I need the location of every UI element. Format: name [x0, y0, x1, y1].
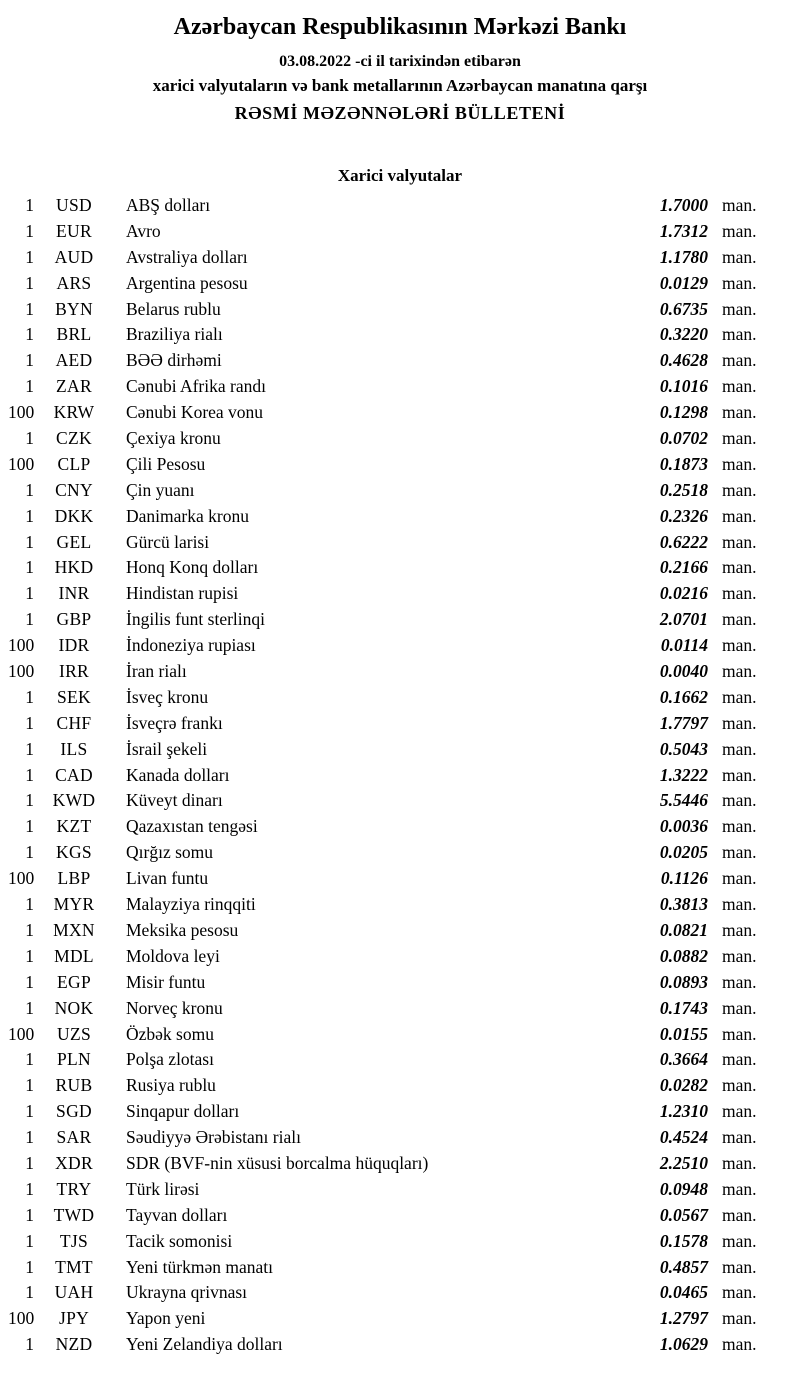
- row-currency-code: CHF: [56, 712, 92, 733]
- row-quantity: 1: [25, 1282, 34, 1303]
- row-rate-value: 0.0129: [659, 272, 708, 293]
- row-currency-name: İngilis funt sterlinqi: [126, 609, 266, 630]
- row-rate-value: 0.6735: [659, 298, 708, 319]
- row-unit-label: man.: [722, 1334, 757, 1355]
- row-currency-code: GBP: [56, 609, 92, 630]
- row-rate-value: 0.0036: [659, 816, 708, 837]
- row-currency-name: Livan funtu: [126, 868, 209, 889]
- row-currency-code: DKK: [54, 505, 94, 526]
- row-currency-code: UZS: [57, 1023, 91, 1044]
- row-unit-label: man.: [722, 1204, 757, 1225]
- row-currency-name: Səudiyyə Ərəbistanı rialı: [126, 1127, 301, 1148]
- row-currency-name: Braziliya rialı: [126, 324, 223, 345]
- row-quantity: 1: [25, 842, 34, 863]
- row-currency-code: KZT: [56, 816, 92, 837]
- row-quantity: 100: [8, 635, 35, 656]
- row-unit-label: man.: [722, 195, 757, 215]
- bank-title: Azərbaycan Respublikasının Mərkəzi Bankı: [173, 14, 627, 40]
- currency-row: [8, 788, 792, 814]
- row-currency-name: Misir funtu: [126, 971, 206, 992]
- row-currency-name: Kanada dolları: [126, 764, 230, 785]
- row-unit-label: man.: [722, 350, 757, 371]
- row-unit-label: man.: [722, 1101, 757, 1122]
- row-rate-value: 0.0040: [659, 661, 708, 682]
- row-currency-code: MYR: [53, 894, 95, 915]
- row-quantity: 1: [25, 894, 34, 915]
- row-currency-name: İndoneziya rupiası: [126, 635, 256, 656]
- row-currency-code: XDR: [55, 1152, 93, 1173]
- row-rate-value: 0.3664: [659, 1049, 708, 1070]
- row-quantity: 1: [25, 712, 34, 733]
- row-quantity: 1: [25, 246, 34, 267]
- currency-row: [8, 659, 792, 685]
- row-currency-code: JPY: [58, 1308, 90, 1329]
- row-rate-value: 0.2518: [659, 479, 708, 500]
- row-unit-label: man.: [722, 712, 757, 733]
- row-currency-code: SGD: [56, 1101, 92, 1122]
- row-quantity: 1: [25, 220, 34, 241]
- currency-row: [8, 322, 792, 348]
- row-quantity: 1: [25, 790, 34, 811]
- row-currency-name: Avro: [126, 220, 161, 241]
- row-currency-code: KRW: [53, 402, 95, 423]
- row-currency-name: Küveyt dinarı: [126, 790, 223, 811]
- row-currency-code: ARS: [56, 272, 92, 293]
- row-rate-value: 0.5043: [659, 738, 708, 759]
- row-rate-value: 0.2166: [659, 557, 708, 578]
- row-unit-label: man.: [722, 842, 757, 863]
- row-rate-value: 1.3222: [659, 764, 708, 785]
- row-unit-label: man.: [722, 1178, 757, 1199]
- row-quantity: 1: [25, 609, 34, 630]
- row-currency-name: Argentina pesosu: [126, 272, 248, 293]
- row-currency-code: EUR: [56, 220, 92, 241]
- row-currency-code: RUB: [55, 1075, 93, 1096]
- row-currency-name: Honq Konq dolları: [126, 557, 259, 578]
- currency-row: [8, 581, 792, 607]
- row-rate-value: 0.6222: [659, 531, 708, 552]
- row-rate-value: 5.5446: [659, 790, 708, 811]
- row-quantity: 100: [8, 1308, 35, 1329]
- row-quantity: 1: [25, 1049, 34, 1070]
- row-rate-value: 0.0205: [659, 842, 708, 863]
- row-currency-code: NZD: [55, 1334, 93, 1355]
- bulletin-title: RƏSMİ MƏZƏNNƏLƏRİ BÜLLETENİ: [234, 103, 566, 123]
- row-quantity: 1: [25, 298, 34, 319]
- currency-row: [8, 1280, 792, 1306]
- row-quantity: 1: [25, 1127, 34, 1148]
- row-unit-label: man.: [722, 324, 757, 345]
- effective-date-line: 03.08.2022 -ci il tarixindən etibarən: [279, 53, 521, 70]
- row-currency-name: BƏƏ dirhəmi: [126, 350, 222, 371]
- currency-row: [8, 970, 792, 996]
- row-currency-code: CNY: [55, 479, 93, 500]
- row-currency-code: UAH: [54, 1282, 94, 1303]
- row-currency-code: IRR: [58, 661, 90, 682]
- currency-row: [8, 348, 792, 374]
- row-currency-name: Türk lirəsi: [126, 1178, 200, 1199]
- row-currency-name: SDR (BVF-nin xüsusi borcalma hüquqları): [126, 1152, 429, 1173]
- row-quantity: 1: [25, 1230, 34, 1251]
- row-unit-label: man.: [722, 1152, 757, 1173]
- row-unit-label: man.: [722, 661, 757, 682]
- row-unit-label: man.: [722, 971, 757, 992]
- row-unit-label: man.: [722, 298, 757, 319]
- row-rate-value: 1.1780: [659, 246, 708, 267]
- currency-row: [8, 555, 792, 581]
- currency-row: [8, 1177, 792, 1203]
- currency-row: [8, 271, 792, 297]
- row-unit-label: man.: [722, 1023, 757, 1044]
- currency-row: [8, 607, 792, 633]
- row-currency-name: Danimarka kronu: [126, 505, 249, 526]
- row-currency-name: Malayziya rinqqiti: [126, 894, 256, 915]
- currency-row: [8, 193, 792, 219]
- row-quantity: 1: [25, 1178, 34, 1199]
- row-currency-code: SEK: [57, 686, 91, 707]
- row-currency-code: AED: [55, 350, 93, 371]
- currency-row: [8, 1073, 792, 1099]
- row-currency-code: GEL: [56, 531, 92, 552]
- row-currency-code: TJS: [59, 1230, 89, 1251]
- row-quantity: 1: [25, 531, 34, 552]
- row-unit-label: man.: [722, 246, 757, 267]
- row-currency-code: CLP: [57, 453, 91, 474]
- row-quantity: 1: [25, 324, 34, 345]
- row-quantity: 1: [25, 919, 34, 940]
- row-rate-value: 1.0629: [659, 1334, 708, 1355]
- row-unit-label: man.: [722, 919, 757, 940]
- row-unit-label: man.: [722, 428, 757, 449]
- row-rate-value: 1.2310: [659, 1101, 708, 1122]
- currency-row: [8, 478, 792, 504]
- row-currency-code: LBP: [57, 868, 91, 889]
- row-currency-code: IDR: [58, 635, 90, 656]
- row-currency-code: TWD: [53, 1204, 95, 1225]
- currency-row: [8, 1229, 792, 1255]
- row-currency-code: INR: [58, 583, 90, 604]
- row-quantity: 100: [8, 661, 35, 682]
- row-rate-value: 0.4524: [659, 1127, 708, 1148]
- row-currency-name: Polşa zlotası: [126, 1049, 214, 1070]
- row-currency-code: CAD: [55, 764, 93, 785]
- row-currency-name: Yeni türkmən manatı: [126, 1256, 273, 1277]
- row-quantity: 1: [25, 428, 34, 449]
- row-currency-name: Hindistan rupisi: [126, 583, 239, 604]
- row-currency-name: Çin yuanı: [126, 479, 195, 500]
- row-currency-code: BYN: [55, 298, 93, 319]
- row-currency-code: SAR: [56, 1127, 92, 1148]
- row-currency-code: NOK: [54, 997, 94, 1018]
- currency-row: [8, 996, 792, 1022]
- currency-row: [8, 1125, 792, 1151]
- row-currency-code: ILS: [60, 738, 88, 759]
- row-unit-label: man.: [722, 557, 757, 578]
- row-currency-name: İsveçrə frankı: [126, 712, 223, 733]
- row-unit-label: man.: [722, 531, 757, 552]
- subtitle-line: xarici valyutaların və bank metallarının Azərbaycan manatına qarşı: [152, 76, 648, 95]
- row-rate-value: 0.1016: [659, 376, 708, 397]
- row-unit-label: man.: [722, 945, 757, 966]
- row-rate-value: 0.3220: [659, 324, 708, 345]
- row-currency-code: CZK: [56, 428, 92, 449]
- row-currency-code: KWD: [52, 790, 96, 811]
- row-currency-name: Çexiya kronu: [126, 428, 221, 449]
- row-unit-label: man.: [722, 738, 757, 759]
- row-unit-label: man.: [722, 1127, 757, 1148]
- currency-row: [8, 245, 792, 271]
- row-unit-label: man.: [722, 402, 757, 423]
- currency-row: [8, 918, 792, 944]
- row-unit-label: man.: [722, 479, 757, 500]
- currency-row: [8, 374, 792, 400]
- row-unit-label: man.: [722, 505, 757, 526]
- row-currency-name: Cənubi Afrika randı: [126, 376, 266, 397]
- row-unit-label: man.: [722, 894, 757, 915]
- row-currency-name: Gürcü larisi: [126, 531, 210, 552]
- row-quantity: 1: [25, 686, 34, 707]
- row-currency-name: Yeni Zelandiya dolları: [126, 1334, 283, 1355]
- row-quantity: 1: [25, 945, 34, 966]
- row-currency-name: İran rialı: [126, 661, 187, 682]
- currency-row: [8, 1306, 792, 1332]
- row-rate-value: 0.4628: [659, 350, 708, 371]
- row-unit-label: man.: [722, 1049, 757, 1070]
- row-quantity: 1: [25, 1152, 34, 1173]
- currency-row: [8, 1099, 792, 1125]
- row-currency-code: USD: [56, 195, 92, 215]
- row-currency-name: Meksika pesosu: [126, 919, 239, 940]
- row-unit-label: man.: [722, 453, 757, 474]
- row-currency-code: EGP: [57, 971, 91, 992]
- row-currency-code: ZAR: [56, 376, 92, 397]
- row-unit-label: man.: [722, 997, 757, 1018]
- row-quantity: 100: [8, 402, 35, 423]
- row-quantity: 1: [25, 738, 34, 759]
- row-currency-code: HKD: [54, 557, 94, 578]
- row-currency-name: Norveç kronu: [126, 997, 223, 1018]
- row-rate-value: 0.0282: [659, 1075, 708, 1096]
- row-quantity: 100: [8, 1023, 35, 1044]
- row-currency-code: MDL: [54, 945, 94, 966]
- currency-row: [8, 814, 792, 840]
- row-rate-value: 0.0948: [659, 1178, 708, 1199]
- row-currency-code: PLN: [57, 1049, 91, 1070]
- row-rate-value: 0.0893: [659, 971, 708, 992]
- row-rate-value: 0.0465: [659, 1282, 708, 1303]
- row-currency-name: ABŞ dolları: [126, 195, 211, 215]
- row-rate-value: 0.1298: [659, 402, 708, 423]
- row-quantity: 1: [25, 764, 34, 785]
- row-currency-name: İsrail şekeli: [126, 738, 208, 759]
- row-currency-name: Rusiya rublu: [126, 1075, 216, 1096]
- row-quantity: 1: [25, 1101, 34, 1122]
- currency-row: [8, 452, 792, 478]
- currency-row: [8, 763, 792, 789]
- row-rate-value: 0.0821: [659, 919, 708, 940]
- row-currency-name: Belarus rublu: [126, 298, 221, 319]
- row-unit-label: man.: [722, 1256, 757, 1277]
- row-currency-code: TMT: [55, 1256, 93, 1277]
- currency-row: [8, 1203, 792, 1229]
- row-rate-value: 0.4857: [659, 1256, 708, 1277]
- row-quantity: 1: [25, 350, 34, 371]
- row-quantity: 1: [25, 505, 34, 526]
- row-quantity: 1: [25, 1256, 34, 1277]
- row-unit-label: man.: [722, 583, 757, 604]
- row-unit-label: man.: [722, 1230, 757, 1251]
- row-currency-name: Tacik somonisi: [126, 1230, 233, 1251]
- row-quantity: 1: [25, 583, 34, 604]
- row-rate-value: 0.1662: [659, 686, 708, 707]
- row-rate-value: 0.0216: [659, 583, 708, 604]
- bulletin-header: [8, 8, 792, 124]
- row-rate-value: 0.2326: [659, 505, 708, 526]
- currency-row: [8, 944, 792, 970]
- row-currency-name: Cənubi Korea vonu: [126, 402, 264, 423]
- row-currency-code: TRY: [56, 1178, 92, 1199]
- row-rate-value: 0.1743: [659, 997, 708, 1018]
- currency-row: [8, 711, 792, 737]
- row-unit-label: man.: [722, 1282, 757, 1303]
- row-rate-value: 0.0882: [659, 945, 708, 966]
- currency-row: [8, 737, 792, 763]
- section-title-foreign-currencies: Xarici valyutalar: [337, 166, 463, 185]
- currency-rates-table: [8, 193, 792, 1358]
- currency-row: [8, 1151, 792, 1177]
- row-currency-name: Qazaxıstan tengəsi: [126, 816, 258, 837]
- currency-row: [8, 297, 792, 323]
- row-unit-label: man.: [722, 816, 757, 837]
- row-quantity: 100: [8, 453, 35, 474]
- row-rate-value: 0.0155: [659, 1023, 708, 1044]
- currency-row: [8, 1047, 792, 1073]
- row-unit-label: man.: [722, 868, 757, 889]
- row-quantity: 1: [25, 1334, 34, 1355]
- row-unit-label: man.: [722, 609, 757, 630]
- row-currency-name: Qırğız somu: [126, 842, 214, 863]
- row-unit-label: man.: [722, 220, 757, 241]
- currency-row: [8, 530, 792, 556]
- row-rate-value: 1.2797: [659, 1308, 708, 1329]
- row-quantity: 1: [25, 272, 34, 293]
- row-rate-value: 0.0702: [659, 428, 708, 449]
- row-currency-code: AUD: [54, 246, 94, 267]
- row-rate-value: 2.2510: [659, 1152, 708, 1173]
- row-rate-value: 1.7312: [659, 220, 708, 241]
- row-rate-value: 0.1873: [659, 453, 708, 474]
- currency-row: [8, 426, 792, 452]
- row-rate-value: 1.7797: [659, 712, 708, 733]
- row-quantity: 1: [25, 997, 34, 1018]
- row-quantity: 1: [25, 1075, 34, 1096]
- currency-row: [8, 633, 792, 659]
- row-unit-label: man.: [722, 1308, 757, 1329]
- row-quantity: 100: [8, 868, 35, 889]
- currency-row: [8, 1255, 792, 1281]
- row-quantity: 1: [25, 479, 34, 500]
- currency-row: [8, 1332, 792, 1358]
- currency-row: [8, 892, 792, 918]
- row-quantity: 1: [25, 376, 34, 397]
- row-quantity: 1: [25, 557, 34, 578]
- row-unit-label: man.: [722, 272, 757, 293]
- row-currency-name: Özbək somu: [126, 1023, 214, 1044]
- row-unit-label: man.: [722, 635, 757, 656]
- row-quantity: 1: [25, 816, 34, 837]
- row-rate-value: 0.0567: [659, 1204, 708, 1225]
- row-currency-name: Avstraliya dolları: [126, 246, 248, 267]
- row-currency-name: Yapon yeni: [126, 1308, 206, 1329]
- row-unit-label: man.: [722, 790, 757, 811]
- row-currency-name: Moldova leyi: [126, 945, 220, 966]
- row-rate-value: 0.0114: [660, 635, 708, 656]
- row-currency-code: KGS: [56, 842, 92, 863]
- row-rate-value: 1.7000: [659, 195, 708, 215]
- row-currency-code: MXN: [53, 919, 95, 940]
- row-unit-label: man.: [722, 376, 757, 397]
- currency-row: [8, 1022, 792, 1048]
- currency-row: [8, 400, 792, 426]
- row-rate-value: 2.0701: [659, 609, 708, 630]
- row-currency-name: İsveç kronu: [126, 686, 209, 707]
- row-rate-value: 0.1126: [660, 868, 708, 889]
- currency-row: [8, 685, 792, 711]
- row-currency-name: Çili Pesosu: [126, 453, 206, 474]
- currency-row: [8, 840, 792, 866]
- row-unit-label: man.: [722, 764, 757, 785]
- row-rate-value: 0.3813: [659, 894, 708, 915]
- row-unit-label: man.: [722, 1075, 757, 1096]
- row-quantity: 1: [25, 195, 34, 215]
- currency-row: [8, 866, 792, 892]
- row-currency-name: Tayvan dolları: [126, 1204, 228, 1225]
- row-currency-name: Ukrayna qrivnası: [126, 1282, 248, 1303]
- row-currency-code: BRL: [56, 324, 92, 345]
- row-unit-label: man.: [722, 686, 757, 707]
- row-currency-name: Sinqapur dolları: [126, 1101, 240, 1122]
- currency-row: [8, 219, 792, 245]
- row-quantity: 1: [25, 1204, 34, 1225]
- row-quantity: 1: [25, 971, 34, 992]
- row-rate-value: 0.1578: [659, 1230, 708, 1251]
- currency-row: [8, 504, 792, 530]
